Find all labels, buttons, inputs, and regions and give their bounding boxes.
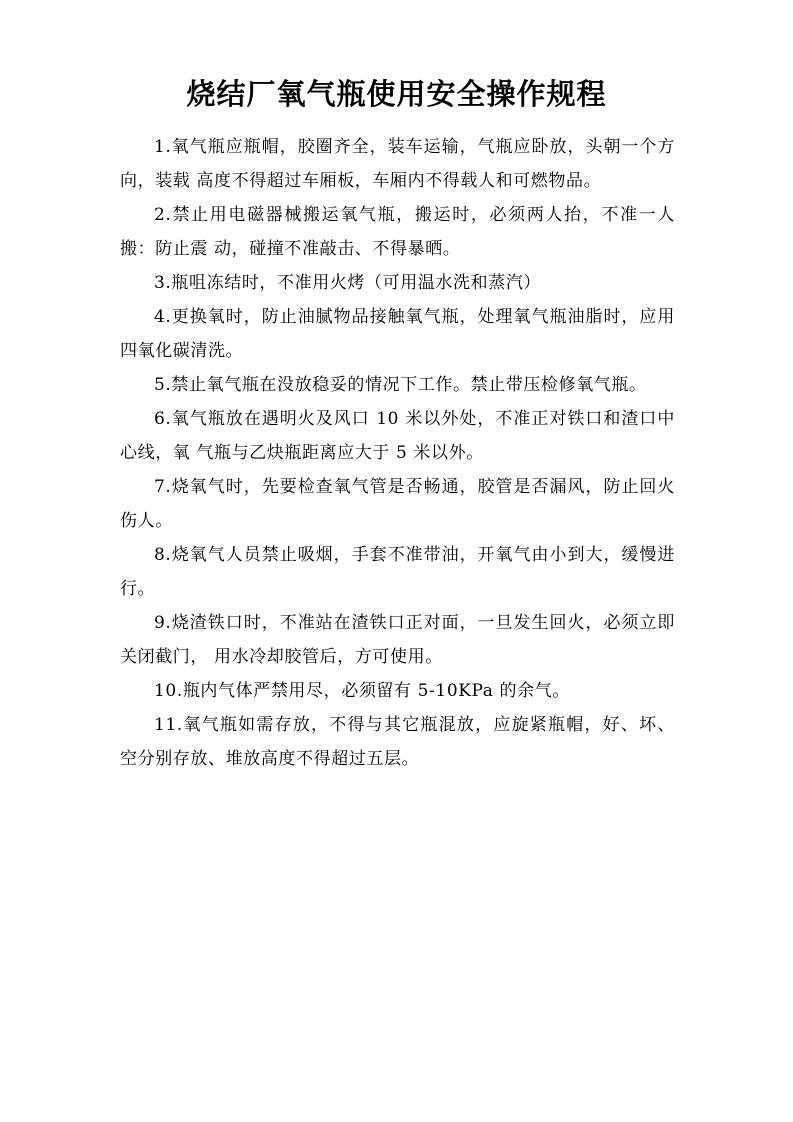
document-body [120, 130, 675, 776]
rule-paragraph-8: 8.烧氧气人员禁止吸烟，手套不准带油，开氧气由小到大，缓慢进行。 [120, 545, 675, 599]
rule-paragraph-7: 7.烧氧气时，先要检查氧气管是否畅通，胶管是否漏风，防止回火伤人。 [120, 477, 675, 531]
rule-paragraph-2: 2.禁止用电磁器械搬运氧气瓶，搬运时，必须两人抬，不准一人搬：防止震 动，碰撞不准敲击、不得暴晒。 [120, 205, 675, 259]
rule-paragraph-9: 9.烧渣铁口时，不准站在渣铁口正对面，一旦发生回火，必须立即关闭截门， 用水冷却胶管后，方可使用。 [120, 613, 675, 667]
rule-paragraph-5: 5.禁止氧气瓶在没放稳妥的情况下工作。禁止带压检修氧气瓶。 [154, 375, 647, 395]
rule-paragraph-3: 3.瓶咀冻结时，不准用火烤（可用温水洗和蒸汽） [154, 273, 542, 293]
document-title: 烧结厂氧气瓶使用安全操作规程 [186, 77, 607, 111]
rule-paragraph-6: 6.氧气瓶放在遇明火及风口 10 米以外处，不准正对铁口和渣口中心线，氧 气瓶与乙炔瓶距离应大于 5 米以外。 [120, 409, 675, 463]
rule-paragraph-1: 1.氧气瓶应瓶帽，胶圈齐全，装车运输，气瓶应卧放，头朝一个方向，装载 高度不得超过车厢板，车厢内不得载人和可燃物品。 [120, 137, 675, 191]
rule-paragraph-10: 10.瓶内气体严禁用尽，必须留有 5-10KPa 的余气。 [154, 681, 570, 701]
rule-paragraph-4: 4.更换氧时，防止油腻物品接触氧气瓶，处理氧气瓶油脂时，应用四氧化碳清洗。 [120, 307, 675, 361]
rule-paragraph-11: 11.氧气瓶如需存放，不得与其它瓶混放，应旋紧瓶帽，好、坏、空分别存放、堆放高度不得超过五层。 [120, 715, 675, 769]
